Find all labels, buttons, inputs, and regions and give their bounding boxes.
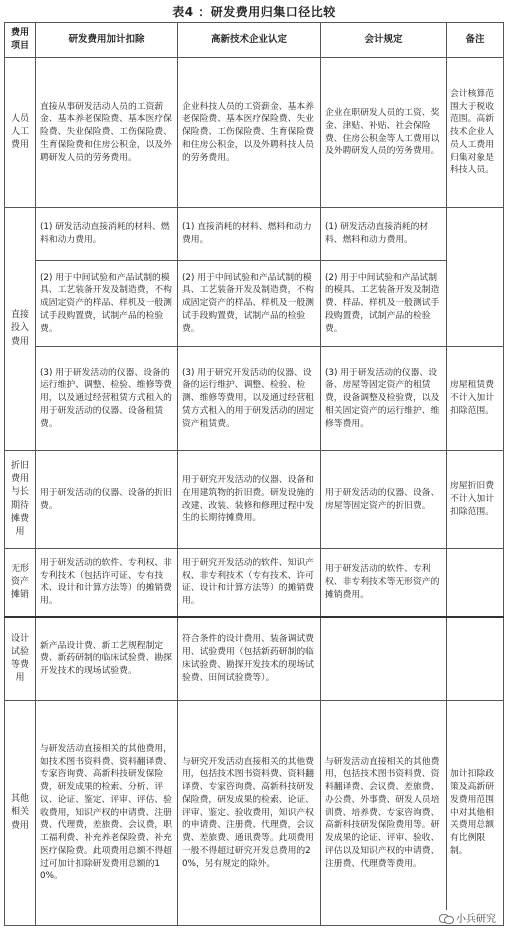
category-labor: 人员 人工 费用 [5, 58, 36, 208]
cell-intangible-accounting: 用于研发活动的软件、专利权、非专利技术等无形资产的摊销费用。 [321, 549, 447, 617]
header-row [5, 23, 504, 58]
header-note: 备注 [447, 23, 504, 58]
category-direct: 直接 投入 费用 [5, 208, 36, 451]
cell-direct12-note [447, 208, 504, 347]
header-deduction: 研发费用加计扣除 [36, 23, 178, 58]
cell-direct3-hitech: (3) 用于研究开发活动的仪器、设备的运行维护、调整、检验、检测、维修等费用，以及通过经营租赁方式租入的用于研发活动的固定资产租赁费。 [178, 347, 321, 451]
header-category: 费用 项目 [5, 23, 36, 58]
watermark [439, 910, 496, 925]
cell-depreciation-hitech: 用于研究开发活动的仪器、设备和在用建筑物的折旧费。研发设施的改建、改装、装修和修理过程中发生的长期待摊费用。 [178, 451, 321, 549]
watermark-text: 小兵研究 [456, 914, 496, 925]
category-depreciation: 折旧 费用 与长 期待 摊费 用 [5, 451, 36, 549]
row-intangible [5, 549, 504, 617]
cell-direct3-accounting: (3) 用于研发活动的仪器、设备、房屋等固定资产的租赁费，设备调整及检验费，以及相关固定资产的运行维护、维修等费用。 [321, 347, 447, 451]
cell-direct2-deduction: (2) 用于中间试验和产品试制的模具、工艺装备开发及制造费，不构成固定资产的样品、样机及一般测试手段购置费，试制产品的检验费。 [36, 261, 178, 347]
cell-direct2-hitech: (2) 用于中间试验和产品试制的模具、工艺装备开发及制造费，不构成固定资产的样品、样机及一般测试手段购置费，试制产品的检验费。 [178, 261, 321, 347]
cell-direct2-accounting: (2) 用于中间试验和产品试制的模具、工艺装备开发及制造费、样品、样机及一般测试手段购置费，试制产品的检验费。 [321, 261, 447, 347]
cell-design-hitech: 符合条件的设计费用、装备调试费用、试验费用（包括新药研制的临床试验费、勘探开发技术的现场试验费、田间试验费等）。 [178, 617, 321, 701]
cell-direct1-hitech: (1) 直接消耗的材料、燃料和动力费用。 [178, 208, 321, 261]
category-design: 设计 试验 等费 用 [5, 617, 36, 701]
cell-intangible-deduction: 用于研发活动的软件、专利权、非专利技术（包括许可证、专有技术、设计和计算方法等）的摊销费用。 [36, 549, 178, 617]
cell-design-deduction: 新产品设计费、新工艺规程制定费、新药研制的临床试验费、勘探开发技术的现场试验费。 [36, 617, 178, 701]
cell-labor-note: 会计核算范围大于税收范围。高新技术企业人员人工费用归集对象是科技人员。 [447, 58, 504, 208]
cell-depreciation-deduction: 用于研发活动的仪器、设备的折旧费。 [36, 451, 178, 549]
cell-design-accounting [321, 617, 447, 701]
cell-intangible-note [447, 549, 504, 617]
cell-labor-hitech: 企业科技人员的工资薪金、基本养老保险费、基本医疗保险费、失业保险费、工伤保险费、生育保险费和住房公积金，以及外聘科技人员的劳务费用。 [178, 58, 321, 208]
category-intangible: 无形 资产 摊销 [5, 549, 36, 617]
cell-labor-accounting: 企业在职研发人员的工资、奖金、津贴、补贴、社会保险费、住房公积金等人工费用以及外聘研发人员的劳务费用。 [321, 58, 447, 208]
header-hitech: 高新技术企业认定 [178, 23, 321, 58]
cell-intangible-hitech: 用于研究开发活动的软件、知识产权、非专利技术（专有技术、许可证、设计和计算方法等）的摊销费用。 [178, 549, 321, 617]
row-depreciation [5, 451, 504, 549]
cell-depreciation-accounting: 用于研发活动的仪器、设备、房屋等固定资产的折旧费。 [321, 451, 447, 549]
row-labor [5, 58, 504, 208]
row-direct-3 [5, 347, 504, 451]
row-other [5, 701, 504, 926]
cell-direct3-deduction: (3) 用于研发活动的仪器、设备的运行维护、调整、检验、维修等费用，以及通过经营租赁方式租入的用于研发活动的仪器、设备租赁费。 [36, 347, 178, 451]
wechat-icon [439, 913, 453, 923]
table-title: 表4 ：研发费用归集口径比较 [172, 5, 336, 19]
row-design [5, 617, 504, 701]
cell-direct1-accounting: (1) 研发活动直接消耗的材料、燃料和动力费用。 [321, 208, 447, 261]
category-other: 其他 相关 费用 [5, 701, 36, 926]
header-accounting: 会计规定 [321, 23, 447, 58]
cell-other-hitech: 与研究开发活动直接相关的其他费用，包括技术图书资料费、资料翻译费、专家咨询费、高新科技研发保险费，研发成果的检索、论证、评审、鉴定、验收费用，知识产权的申请费、注册费、代理费，会议费、差旅费、通讯费等。此项费用一般不得超过研究开发总费用的20%，另有规定的除外。 [178, 701, 321, 926]
cell-design-note [447, 617, 504, 701]
cell-direct1-deduction: (1) 研发活动直接消耗的材料、燃料和动力费用。 [36, 208, 178, 261]
row-direct-1 [5, 208, 504, 261]
row-direct-2 [5, 261, 504, 347]
comparison-table [4, 22, 504, 926]
cell-labor-deduction: 直接从事研发活动人员的工资薪金、基本养老保险费、基本医疗保险费、失业保险费、工伤保险费、生育保险费和住房公积金，以及外聘研发人员的劳务费用。 [36, 58, 178, 208]
cell-other-note: 加计扣除政策及高新研发费用范围中对其他相关费用总额有比例限制。 [447, 701, 504, 926]
cell-other-accounting: 与研发活动直接相关的其他费用，包括技术图书资料费、资料翻译费、会议费、差旅费、办公费、外事费、研发人员培训费、培养费、专家咨询费、高新科技研发保险费用等。研发成果的论证、评审、验收、评估以及知识产权的申请费、注册费、代理费等费用。 [321, 701, 447, 926]
cell-depreciation-note: 房屋折旧费不计入加计扣除范围。 [447, 451, 504, 549]
cell-direct3-note: 房屋租赁费不计入加计扣除范围。 [447, 347, 504, 451]
cell-other-deduction: 与研发活动直接相关的其他费用，如技术图书资料费、资料翻译费、专家咨询费、高新科技研发保险费，研发成果的检索、分析、评议、论证、鉴定、评审、评估、验收费用，知识产权的申请费、注册费、代理费，差旅费、会议费，职工福利费、补充养老保险费、补充医疗保险费。此项费用总额不得超过可加计扣除研发费用总额的10%。 [36, 701, 178, 926]
